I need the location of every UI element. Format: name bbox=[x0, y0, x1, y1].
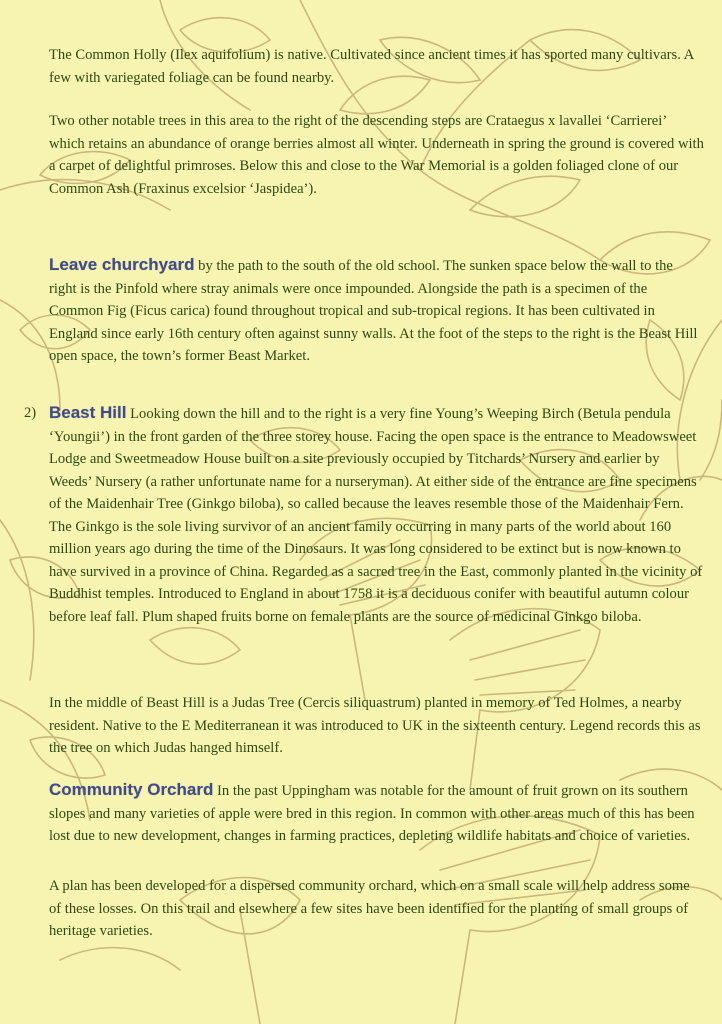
churchyard-body: by the path to the south of the old school. The sunken space below the wall to the right is the Pinfold where stray animals were once impounded. Alongside the path is a specimen of the Common Fig (Ficus carica) found throughout tropical and sub-tropical regions. It has been cultivated in England since early 16th century often against sunny walls. At the foot of the steps to the right is the Beast Hill open space, the town’s former Beast Market. bbox=[49, 258, 698, 364]
orchard-plan-paragraph: A plan has been developed for a dispersed community orchard, which on a small scale will help address some of these losses. On this trail and elsewhere a few sites have been identified for the planting of small groups of heritage varieties. bbox=[49, 878, 690, 939]
judas-tree-paragraph: In the middle of Beast Hill is a Judas Tree (Cercis siliquastrum) planted in memory of Ted Holmes, a nearby resident. Native to the E Mediterranean it was introduced to UK in the sixteenth century. Legend records this as the tree on which Judas hanged himself. bbox=[49, 695, 701, 756]
orchard-heading: Community Orchard bbox=[49, 780, 214, 799]
section-number: 2) bbox=[24, 405, 37, 421]
beast-hill-section bbox=[49, 402, 704, 628]
orchard-section bbox=[49, 779, 704, 848]
orchard-body: In the past Uppingham was notable for the amount of fruit grown on its southern slopes and many varieties of apple were bred in this region. In common with other areas much of this has been lost due to new development, changes in farming practices, depleting wildlife habitats and choice of varieties. bbox=[49, 783, 695, 844]
beast-hill-heading: Beast Hill bbox=[49, 403, 127, 422]
churchyard-section bbox=[49, 254, 704, 368]
holly-paragraph: The Common Holly (Ilex aquifolium) is native. Cultivated since ancient times it has sported many cultivars. A few with variegated foliage can be found nearby. bbox=[49, 47, 694, 86]
churchyard-heading: Leave churchyard bbox=[49, 255, 195, 274]
notable-trees-paragraph: Two other notable trees in this area to the right of the descending steps are Crataegus x lavallei ‘Carrierei’ which retains an abundance of orange berries almost all winter. Underneath in spring the ground is covered with a carpet of delightful primroses. Below this and close to the War Memorial is a golden foliaged clone of our Common Ash (Fraxinus excelsior ‘Jaspidea’). bbox=[49, 113, 704, 197]
beast-hill-body: Looking down the hill and to the right is a very fine Young’s Weeping Birch (Betula pendula ‘Youngii’) in the front garden of the three storey house. Facing the open space is the entrance to Meadowsweet Lodge and Sweetmeadow House built on a site previously occupied by Titchards’ Nursery and earlier by Weeds’ Nursery (a rather unfortunate name for a nurseryman). At either side of the entrance are fine specimens of the Maidenhair Tree (Ginkgo biloba), so called because the leaves resemble those of the Maidenhair Fern. The Ginkgo is the sole living survivor of an ancient family occurring in many parts of the world about 160 million years ago during the time of the Dinosaurs. It was long considered to be extinct but is now known to have survived in a province of China. Regarded as a sacred tree in the East, commonly planted in the vicinity of Buddhist temples. Introduced to England in about 1758 it is a deciduous conifer with beautiful autumn colour before leaf fall. Plum shaped fruits borne on female plants are the source of medicinal Ginkgo biloba. bbox=[49, 406, 703, 625]
